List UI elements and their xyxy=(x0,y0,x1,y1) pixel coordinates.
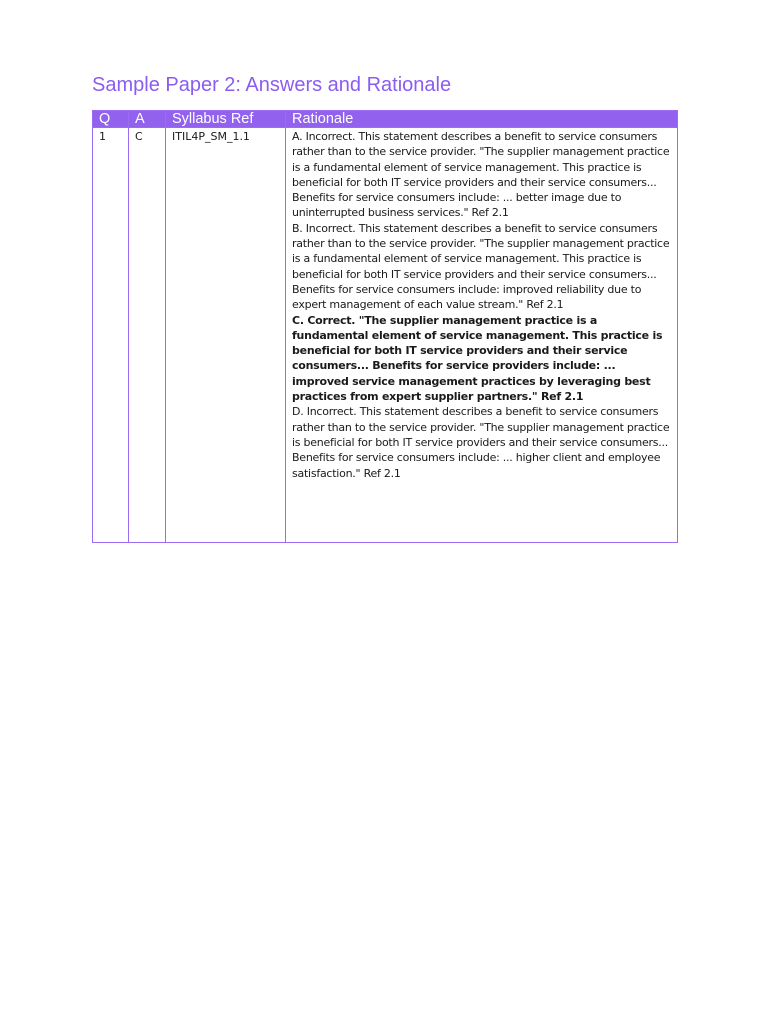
column-header-q: Q xyxy=(93,111,129,128)
rationale-option-b: B. Incorrect. This statement describes a benefit to service consumers rather than to the service provider. "The supplier management practice is a fundamental element of service management. This practice is beneficial for both IT service providers and their service consumers... Benefits for service consumers include: improved reliability due to expert management of each value stream." Ref 2.1 xyxy=(292,221,670,312)
header-row xyxy=(93,111,678,128)
rationale-option-d: D. Incorrect. This statement describes a benefit to service consumers rather than to the service provider. "The supplier management practice is beneficial for both IT service providers and their service consumers... Benefits for service consumers include: ... higher client and employee satisfaction." Ref 2.1 xyxy=(292,405,670,480)
column-header-syllabus-ref: Syllabus Ref xyxy=(166,111,286,128)
rationale-option-c: C. Correct. "The supplier management practice is a fundamental element of service management. This practice is beneficial for both IT service providers and their service consumers... Benefits for service providers include: ... improved service management practices by leveraging best practices from expert supplier partners." Ref 2.1 xyxy=(292,313,663,404)
rationale-cell xyxy=(286,128,678,543)
answer-cell: C xyxy=(129,128,166,543)
table-header xyxy=(93,111,678,128)
table-body xyxy=(93,128,678,543)
column-header-a: A xyxy=(129,111,166,128)
answers-table xyxy=(92,110,678,543)
question-number-cell: 1 xyxy=(93,128,129,543)
page-title: Sample Paper 2: Answers and Rationale xyxy=(92,74,452,96)
rationale-option-a: A. Incorrect. This statement describes a benefit to service consumers rather than to the service provider. "The supplier management practice is a fundamental element of service management. This practice is beneficial for both IT service providers and their service consumers... Benefits for service consumers include: ... better image due to uninterrupted business services." Ref 2.1 xyxy=(292,130,670,220)
syllabus-ref-cell: ITIL4P_SM_1.1 xyxy=(166,128,286,543)
column-header-rationale: Rationale xyxy=(286,111,678,128)
table-row xyxy=(93,128,678,543)
